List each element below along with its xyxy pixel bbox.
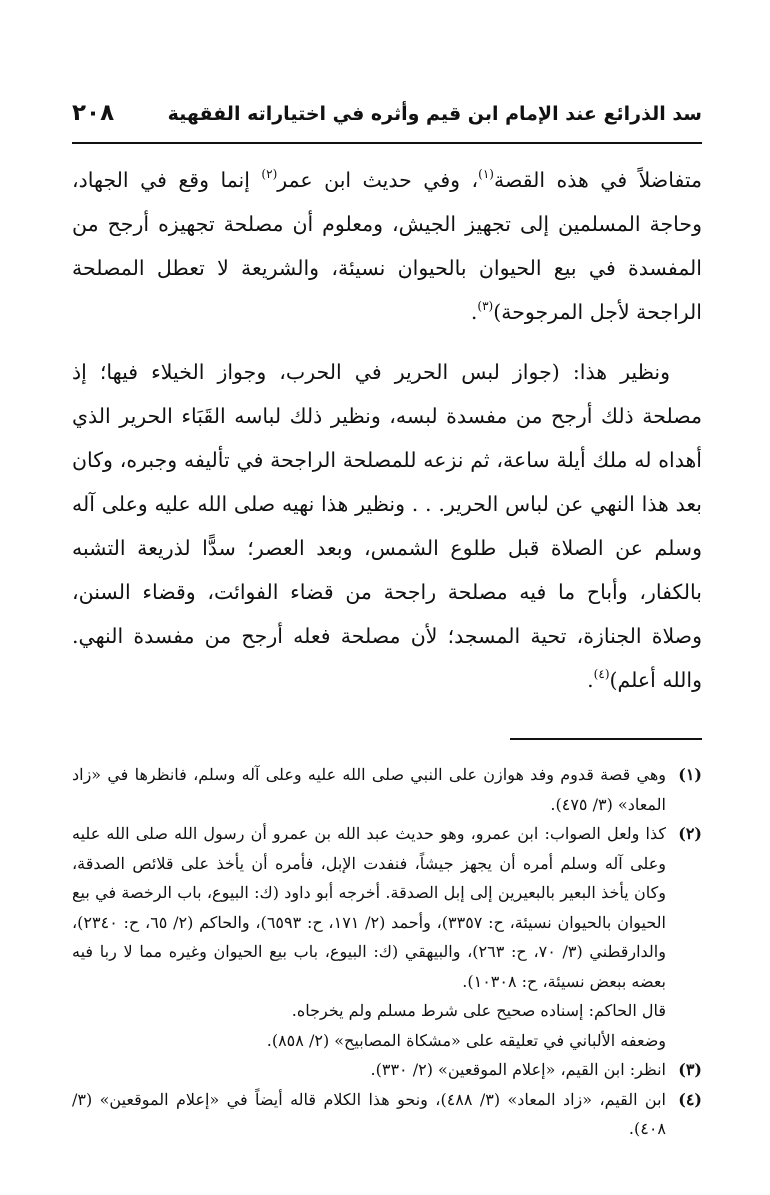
- footnote-number: (٢): [678, 824, 702, 843]
- footnote-1: [72, 760, 702, 819]
- footnote-text: كذا ولعل الصواب: ابن عمرو، وهو حديث عبد الله بن عمرو أن رسول الله صلى الله عليه وعلى آله وسلم أمره أن يجهز جيشاً، فنفدت الإبل، فأمره أن يأخذ على قلائص الصدقة، وكان يأخذ البعير بالبعيرين إلى إبل الصدقة. أخرجه أبو داود (ك: البيوع، باب الرخصة في بيع الحيوان بالحيوان نسيئة، ح: ٣٣٥٧)، وأحمد (٢/ ١٧١، ح: ٦٥٩٣)، والحاكم (٢/ ٦٥، ح: ٢٣٤٠)، والدارقطني (٣/ ٧٠، ح: ٢٦٣)، والبيهقي (ك: البيوع، باب بيع الحيوان وغيره مما لا ربا فيه بعضه ببعض نسيئة، ح: ١٠٣٠٨).: [72, 824, 667, 991]
- footnote-text: انظر: ابن القيم، «إعلام الموقعين» (٢/ ٣٣٠).: [370, 1060, 666, 1079]
- main-text: [72, 158, 702, 702]
- page-number: ٢٠٨: [72, 100, 115, 126]
- footnote-number: (١): [678, 765, 702, 784]
- paragraph-1-text-2: ، وفي حديث ابن عمر: [277, 168, 479, 192]
- footnote-ref-4[interactable]: (٤): [593, 667, 610, 681]
- footnote-ref-1[interactable]: (١): [478, 167, 494, 181]
- book-page: [72, 100, 702, 1144]
- paragraph-1-text-3: إنما وقع في الجهاد، وحاجة المسلمين إلى تجهيز الجيش، ومعلوم أن مصلحة تجهيزه أرجح من المفسدة في بيع الحيوان بالحيوان نسيئة، والشريعة لا تعطل المصلحة الراجحة لأجل المرجوحة): [72, 168, 702, 324]
- paragraph-2-text-2: .: [587, 668, 594, 692]
- footnote-2: [72, 819, 702, 996]
- footnote-3: [72, 1055, 702, 1085]
- paragraph-2-text-1: ونظير هذا: (جواز لبس الحرير في الحرب، وجواز الخيلاء فيها؛ إذ مصلحة ذلك أرجح من مفسدة لبسه، ونظير ذلك لباسه القَبَاء الحرير الذي أهداه له ملك أيلة ساعة، ثم نزعه للمصلحة الراجحة في تأليفه وجبره، وكان بعد هذا النهي عن لباس الحرير. . . ونظير هذا نهيه صلى الله عليه وعلى آله وسلم عن الصلاة قبل طلوع الشمس، وبعد العصر؛ سدًّا لذريعة التشبه بالكفار، وأباح ما فيه مصلحة راجحة من قضاء الفوائت، وقضاء السنن، وصلاة الجنازة، تحية المسجد؛ لأن مصلحة فعله أرجح من مفسدة النهي. والله أعلم): [72, 360, 702, 692]
- footnote-separator: [510, 738, 702, 740]
- footnote-4: [72, 1085, 702, 1144]
- footnote-ref-2[interactable]: (٢): [261, 167, 278, 181]
- footnote-2-note-1: قال الحاكم: إسناده صحيح على شرط مسلم ولم يخرجاه.: [291, 1001, 666, 1020]
- paragraph-2: [72, 350, 702, 702]
- footnote-number: (٣): [678, 1060, 702, 1079]
- running-title: سد الذرائع عند الإمام ابن قيم وأثره في اختياراته الفقهية: [167, 103, 702, 125]
- page-header: [72, 100, 702, 140]
- footnote-number: (٤): [678, 1089, 702, 1109]
- paragraph-1-text-4: .: [470, 300, 478, 324]
- footnote-text: ابن القيم، «زاد المعاد» (٣/ ٤٨٨)، ونحو هذا الكلام قاله أيضاً في «إعلام الموقعين» (٣/ ٤٠٨).: [72, 1089, 666, 1138]
- footnote-text: وهي قصة قدوم وفد هوازن على النبي صلى الله عليه وعلى آله وسلم، فانظرها في «زاد المعاد» (٣/ ٤٧٥).: [72, 765, 667, 814]
- footnote-2-note-2: وضعفه الألباني في تعليقه على «مشكاة المصابيح» (٢/ ٨٥٨).: [266, 1030, 666, 1050]
- footnote-ref-3[interactable]: (٣): [477, 299, 494, 313]
- paragraph-1: [72, 158, 702, 334]
- footnotes: [72, 760, 702, 1144]
- paragraph-1-text-1: متفاضلاً في هذه القصة: [493, 168, 703, 192]
- header-rule: [72, 142, 702, 144]
